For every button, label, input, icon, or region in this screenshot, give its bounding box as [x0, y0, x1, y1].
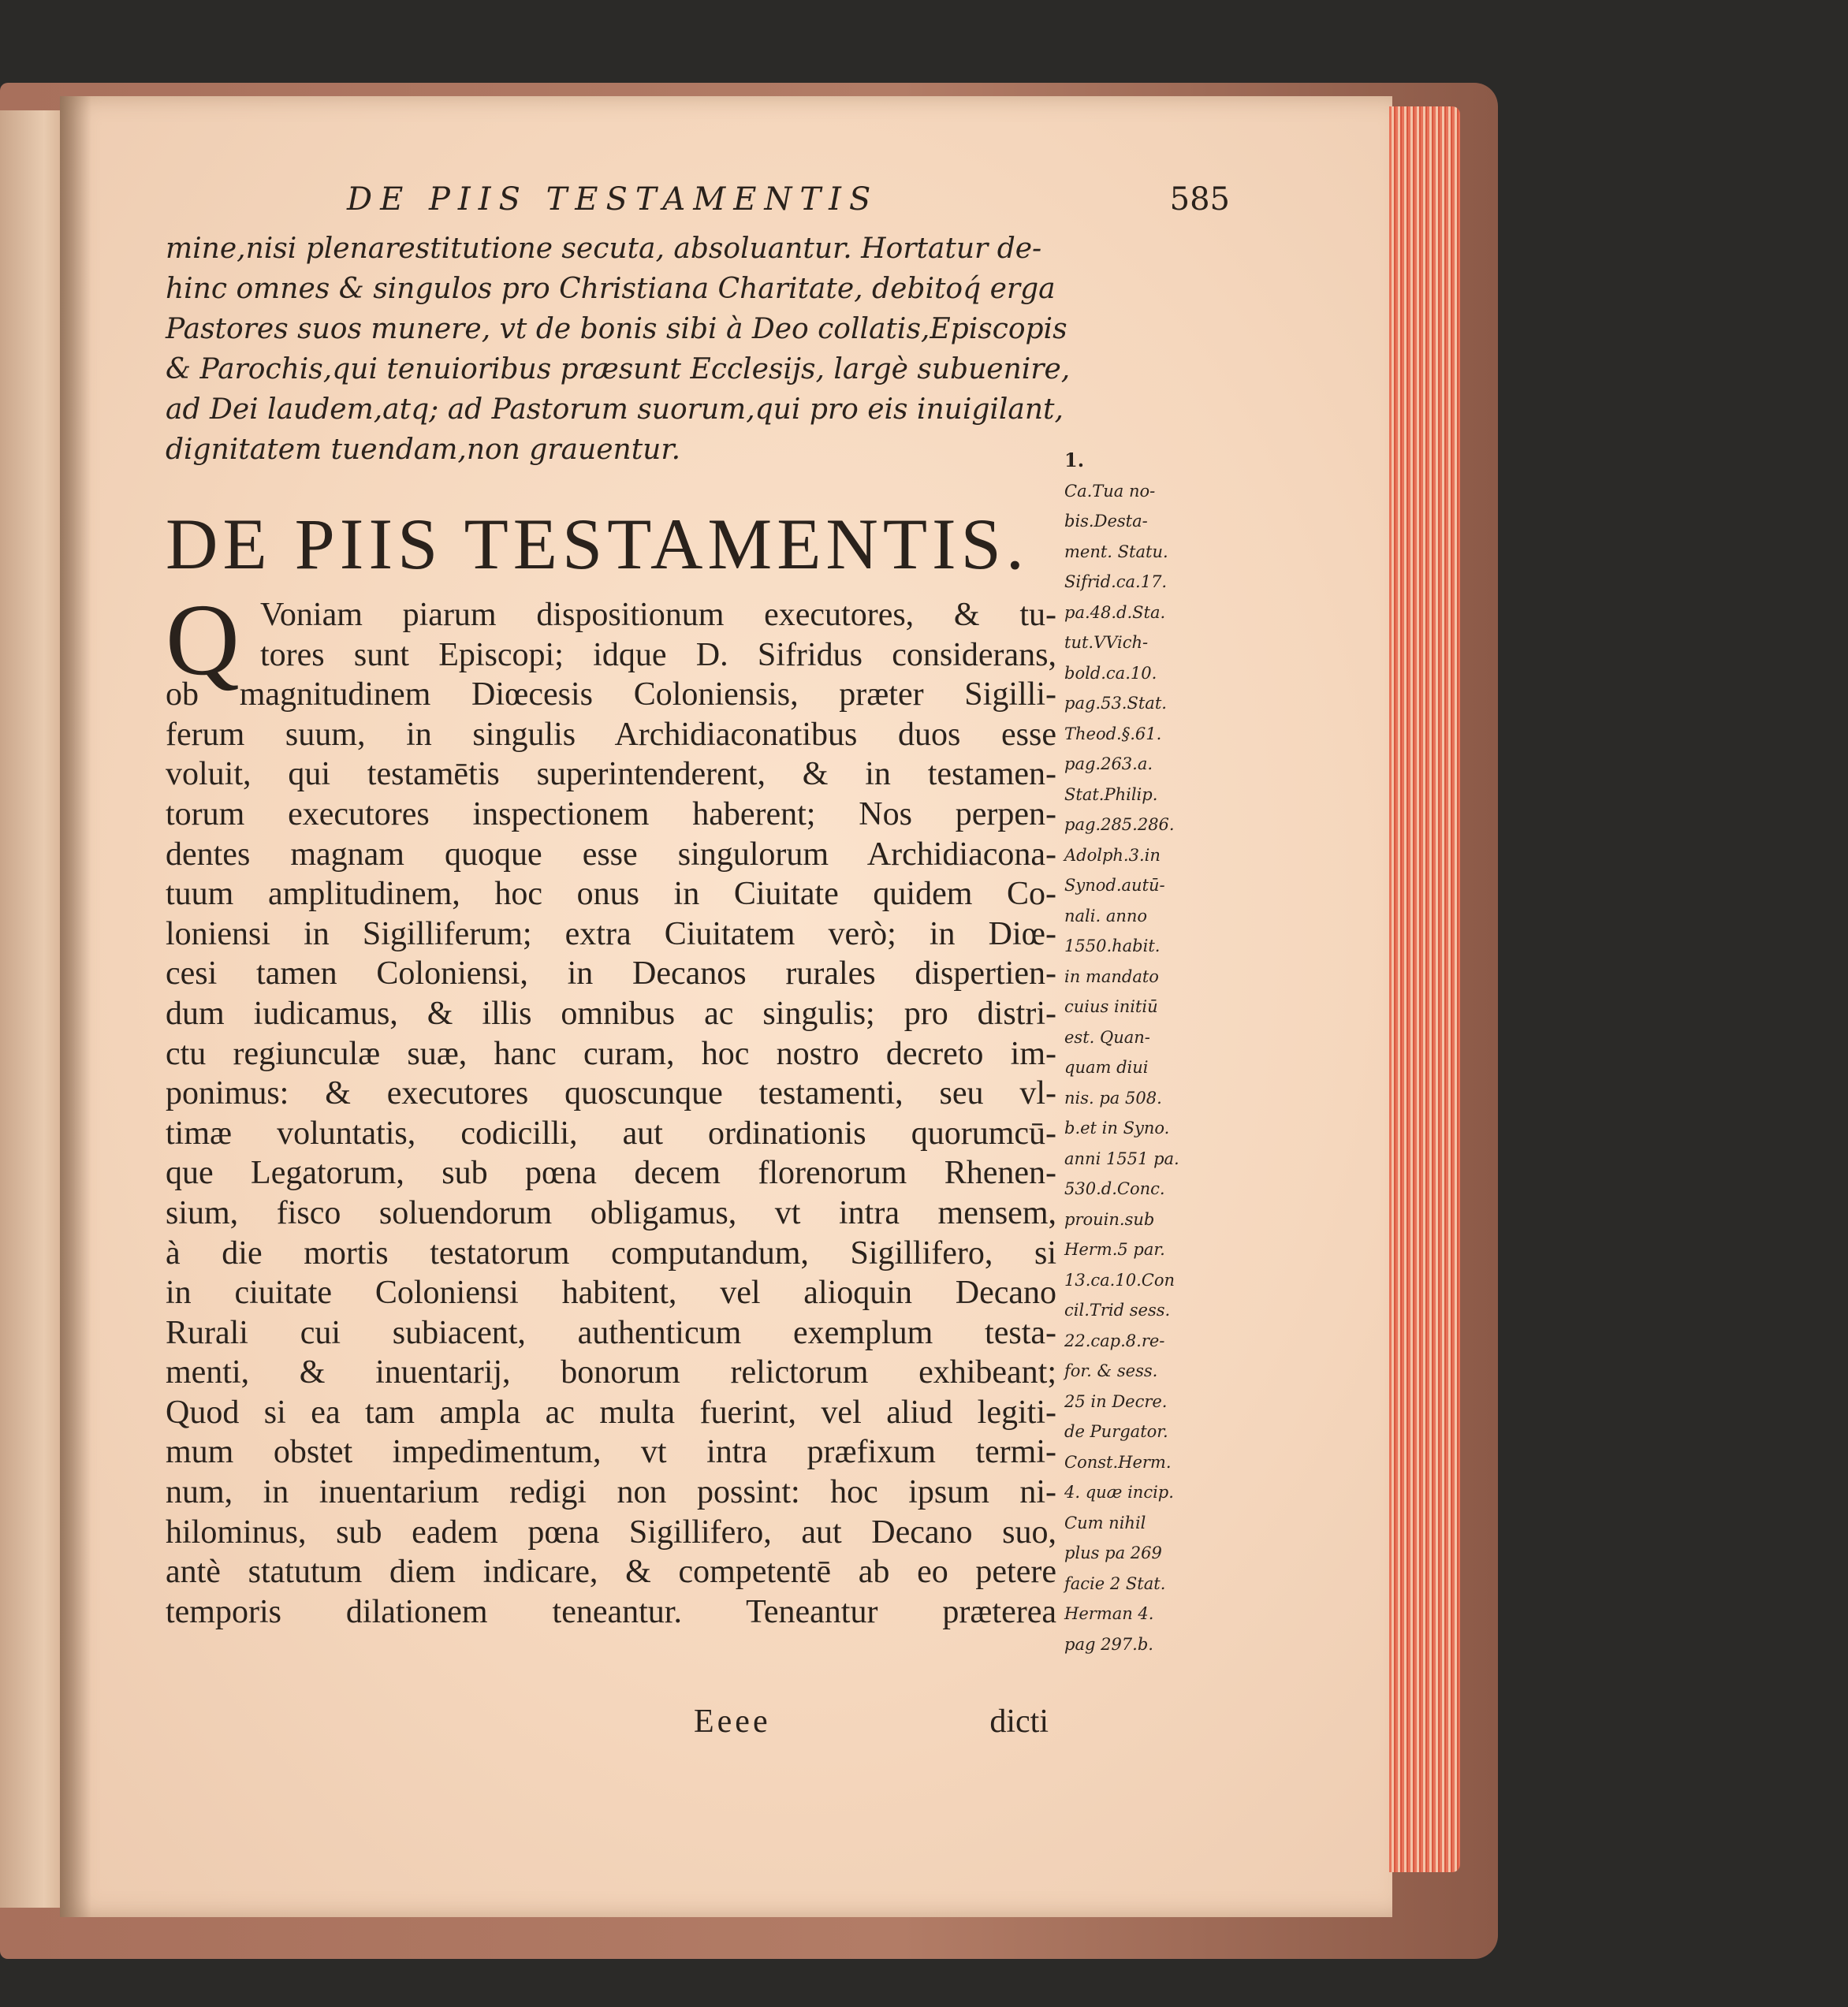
marginal-note-line: ment. Statu.	[1064, 542, 1168, 561]
marginal-note-line: Stat.Philip.	[1064, 784, 1158, 804]
body-line: ob magnitudinem Diœcesis Coloniensis, præter Sigilli-	[166, 676, 1056, 713]
marginal-note-line: Synod.autū-	[1064, 876, 1165, 895]
marginal-note-line: b.et in Syno.	[1064, 1119, 1170, 1138]
body-line: sium, fisco soluendorum obligamus, vt intra mensem,	[166, 1194, 1056, 1231]
body-line: cesi tamen Coloniensi, in Decanos rurales dispertien-	[166, 955, 1056, 992]
marginal-note-line: 1550.habit.	[1064, 936, 1161, 955]
marginal-note-line: 4. quæ incip.	[1064, 1483, 1174, 1502]
marginal-note-line: cil.Trid sess.	[1064, 1301, 1171, 1320]
marginal-note-line: pag.53.Stat.	[1064, 694, 1167, 713]
left-page-edge	[0, 110, 63, 1908]
body-line: que Legatorum, sub pœna decem florenorum Rhenen-	[166, 1155, 1056, 1192]
body-line: num, in inuentarium redigi non possint: hoc ipsum ni-	[166, 1474, 1056, 1511]
marginal-note-line: de Purgator.	[1064, 1422, 1168, 1441]
body-line: voluit, qui testamētis superintenderent, & in testamen-	[166, 756, 1056, 793]
body-line: dentes magnam quoque esse singulorum Archidiacona-	[166, 836, 1056, 873]
marginal-note-line: 25 in Decre.	[1064, 1391, 1168, 1411]
marginal-note-line: Sifrid.ca.17.	[1064, 572, 1168, 591]
signature-mark: Eeee	[694, 1704, 771, 1740]
marginal-notes	[1064, 445, 1198, 1659]
body-line: tuum amplitudinem, hoc onus in Ciuitate quidem Co-	[166, 876, 1056, 913]
italic-paragraph	[166, 229, 1071, 470]
marginal-note-line: pa.48.d.Sta.	[1064, 602, 1166, 622]
body-line: dum iudicamus, & illis omnibus ac singulis; pro distri-	[166, 995, 1056, 1032]
body-line: ferum suum, in singulis Archidiaconatibus duos esse	[166, 716, 1056, 753]
italic-line: hinc omnes & singulos pro Christiana Charitate, debitoq́ erga	[166, 273, 1056, 305]
marginal-note-line: bis.Desta-	[1064, 512, 1148, 531]
body-line: à die mortis testatorum computandum, Sigillifero, si	[166, 1234, 1056, 1272]
body-line: ponimus: & executores quoscunque testamenti, seu vl-	[166, 1075, 1056, 1112]
body-line: antè statutum diem indicare, & competentē ab eo petere	[166, 1554, 1056, 1591]
marginal-note-line: est. Quan-	[1064, 1027, 1150, 1047]
marginal-note-line: in mandato	[1064, 966, 1159, 986]
marginal-note-line: nali. anno	[1064, 906, 1148, 925]
italic-line: Pastores suos munere, vt de bonis sibi à Deo collatis,Episcopis	[166, 313, 1067, 345]
marginal-note-line: quam diui	[1064, 1058, 1149, 1077]
marginal-note-line: Theod.§.61.	[1064, 724, 1162, 743]
body-paragraph	[166, 583, 1056, 1632]
page-number: 585	[1169, 181, 1230, 218]
marginal-note-line: Const.Herm.	[1064, 1452, 1172, 1472]
body-line: tores sunt Episcopi; idque D. Sifridus considerans,	[260, 636, 1056, 673]
italic-line: & Parochis,qui tenuioribus præsunt Ecclesijs, largè subuenire,	[166, 353, 1071, 385]
italic-line: mine,nisi plenarestitutione secuta, absoluantur. Hortatur de-	[166, 233, 1042, 265]
page-edges	[1389, 106, 1460, 1872]
section-heading: DE PIIS TESTAMENTIS.	[166, 504, 1029, 584]
marginal-note-line: Herm.5 par.	[1064, 1240, 1165, 1259]
italic-line: ad Dei laudem,atq; ad Pastorum suorum,qui pro eis inuigilant,	[166, 393, 1064, 426]
marginal-note-line: Adolph.3.in	[1064, 845, 1161, 865]
body-line: ctu regiunculæ suæ, hanc curam, hoc nostro decreto im-	[166, 1035, 1056, 1072]
body-line: menti, & inuentarij, bonorum relictorum exhibeant;	[166, 1354, 1056, 1391]
marginal-note-line: pag.285.286.	[1064, 815, 1175, 834]
body-line: timæ voluntatis, codicilli, aut ordinationis quorumcū-	[166, 1115, 1056, 1152]
marginal-note-line: plus pa 269	[1064, 1543, 1162, 1562]
marginal-note-line: 13.ca.10.Con	[1064, 1270, 1175, 1290]
marginal-note-line: anni 1551 pa.	[1064, 1149, 1179, 1168]
body-line: Quod si ea tam ampla ac multa fuerint, vel aliud legiti-	[166, 1394, 1056, 1431]
marginal-note-line: bold.ca.10.	[1064, 663, 1157, 683]
running-head-title: DE PIIS TESTAMENTIS	[347, 181, 879, 218]
body-line: loniensi in Sigilliferum; extra Ciuitatem verò; in Diœ-	[166, 915, 1056, 952]
marginal-note-line: 22.cap.8.re-	[1064, 1331, 1165, 1350]
page-gutter-shadow	[60, 96, 91, 1917]
marginal-note-number: 1.	[1064, 449, 1085, 471]
marginal-note-line: Cum nihil	[1064, 1513, 1146, 1532]
body-line: torum executores inspectionem haberent; Nos perpen-	[166, 795, 1056, 832]
marginal-note-line: Ca.Tua no-	[1064, 481, 1156, 501]
body-line: hilominus, sub eadem pœna Sigillifero, aut Decano suo,	[166, 1514, 1056, 1551]
italic-line: dignitatem tuendam,non grauentur.	[166, 434, 681, 466]
body-line: Rurali cui subiacent, authenticum exemplum testa-	[166, 1314, 1056, 1351]
marginal-note-line: prouin.sub	[1064, 1209, 1155, 1229]
body-line: in ciuitate Coloniensi habitent, vel alioquin Decano	[166, 1275, 1056, 1312]
body-line: temporis dilationem teneantur. Teneantur præterea	[166, 1593, 1056, 1630]
marginal-note-line: Herman 4.	[1064, 1604, 1154, 1623]
marginal-note-line: cuius initiū	[1064, 997, 1158, 1016]
body-line: mum obstet impedimentum, vt intra præfixum termi-	[166, 1434, 1056, 1471]
marginal-note-line: nis. pa 508.	[1064, 1088, 1162, 1108]
marginal-note-line: tut.VVich-	[1064, 633, 1149, 652]
marginal-note-line: for. & sess.	[1064, 1361, 1158, 1380]
marginal-note-line: pag 297.b.	[1064, 1634, 1153, 1654]
marginal-note-line: pag.263.a.	[1064, 754, 1153, 773]
marginal-note-line: 530.d.Conc.	[1064, 1179, 1165, 1198]
body-line: Voniam piarum dispositionum executores, & tu-	[260, 597, 1056, 633]
marginal-note-line: facie 2 Stat.	[1064, 1573, 1166, 1593]
page-content	[158, 173, 1293, 1829]
catchword: dicti	[989, 1704, 1049, 1740]
drop-cap: Q	[166, 583, 240, 697]
